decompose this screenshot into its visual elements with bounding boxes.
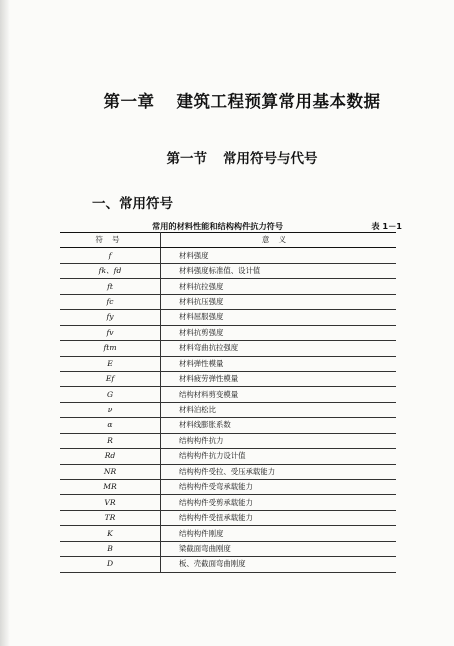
symbol-cell: E [60, 356, 161, 371]
symbol-cell: Ef [60, 371, 161, 386]
symbol-cell: fv [60, 325, 161, 340]
table-row [60, 263, 396, 278]
table-row [60, 480, 396, 495]
table-row [60, 310, 396, 325]
symbol-cell: fk、fd [60, 263, 161, 278]
table-row [60, 279, 396, 294]
symbol-cell: MR [60, 480, 161, 495]
table-row [60, 557, 396, 572]
table-caption [152, 221, 402, 232]
symbol-cell: B [60, 541, 161, 556]
meaning-cell: 结构材料剪变模量 [161, 387, 397, 402]
symbol-cell: K [60, 526, 161, 541]
meaning-cell: 结构构件刚度 [161, 526, 397, 541]
meaning-cell: 材料屈服强度 [161, 310, 397, 325]
table-row [60, 341, 396, 356]
meaning-cell: 材料抗压强度 [161, 294, 397, 309]
symbol-cell: G [60, 387, 161, 402]
symbol-cell: ftm [60, 341, 161, 356]
table-number: 表 1－1 [371, 221, 402, 231]
symbol-cell: f [60, 248, 161, 263]
symbol-cell: TR [60, 510, 161, 525]
table-row [60, 356, 396, 371]
meaning-cell: 材料线膨胀系数 [161, 418, 397, 433]
meaning-cell: 梁截面弯曲刚度 [161, 541, 397, 556]
chapter-number: 第一章 [103, 92, 155, 111]
symbol-cell: fc [60, 294, 161, 309]
table-row [60, 418, 396, 433]
symbol-cell: α [60, 418, 161, 433]
table-row [60, 387, 396, 402]
symbol-cell: ν [60, 402, 161, 417]
section-title [0, 147, 454, 167]
meaning-cell: 结构构件受剪承载能力 [161, 495, 397, 510]
section-title-text: 常用符号与代号 [223, 151, 318, 167]
meaning-cell: 结构构件受扭承载能力 [161, 510, 397, 525]
sub-heading: 一、常用符号 [92, 196, 173, 212]
symbol-cell: Rd [60, 449, 161, 464]
meaning-cell: 板、壳截面弯曲刚度 [161, 557, 397, 572]
table-header-row [60, 233, 396, 248]
symbol-cell: D [60, 557, 161, 572]
table-row [60, 495, 396, 510]
chapter-title-text: 建筑工程预算常用基本数据 [176, 92, 381, 111]
meaning-cell: 材料强度 [161, 248, 397, 263]
meaning-cell: 结构构件受弯承载能力 [161, 480, 397, 495]
meaning-cell: 结构构件抗力设计值 [161, 449, 397, 464]
symbol-cell: R [60, 433, 161, 448]
meaning-cell: 结构构件受拉、受压承载能力 [161, 464, 397, 479]
table-row [60, 294, 396, 309]
table-row [60, 371, 396, 386]
table-row [60, 248, 396, 263]
symbol-cell: ft [60, 279, 161, 294]
chapter-title [0, 88, 454, 112]
symbol-table [60, 232, 396, 573]
table-row [60, 510, 396, 525]
meaning-cell: 材料抗拉强度 [161, 279, 397, 294]
meaning-cell: 结构构件抗力 [161, 433, 397, 448]
table-row [60, 541, 396, 556]
header-meaning: 意义 [161, 233, 397, 248]
meaning-cell: 材料泊松比 [161, 402, 397, 417]
symbol-cell: VR [60, 495, 161, 510]
meaning-cell: 材料抗剪强度 [161, 325, 397, 340]
table-row [60, 449, 396, 464]
symbol-cell: fy [60, 310, 161, 325]
table-caption-text: 常用的材料性能和结构构件抗力符号 [152, 221, 284, 231]
table-row [60, 526, 396, 541]
symbol-cell: NR [60, 464, 161, 479]
meaning-cell: 材料弹性模量 [161, 356, 397, 371]
table-row [60, 464, 396, 479]
meaning-cell: 材料弯曲抗拉强度 [161, 341, 397, 356]
table-row [60, 402, 396, 417]
table-row [60, 325, 396, 340]
table-row [60, 433, 396, 448]
header-symbol: 符号 [60, 233, 161, 248]
meaning-cell: 材料强度标准值、设计值 [161, 263, 397, 278]
meaning-cell: 材料疲劳弹性模量 [161, 371, 397, 386]
section-number: 第一节 [166, 151, 207, 167]
